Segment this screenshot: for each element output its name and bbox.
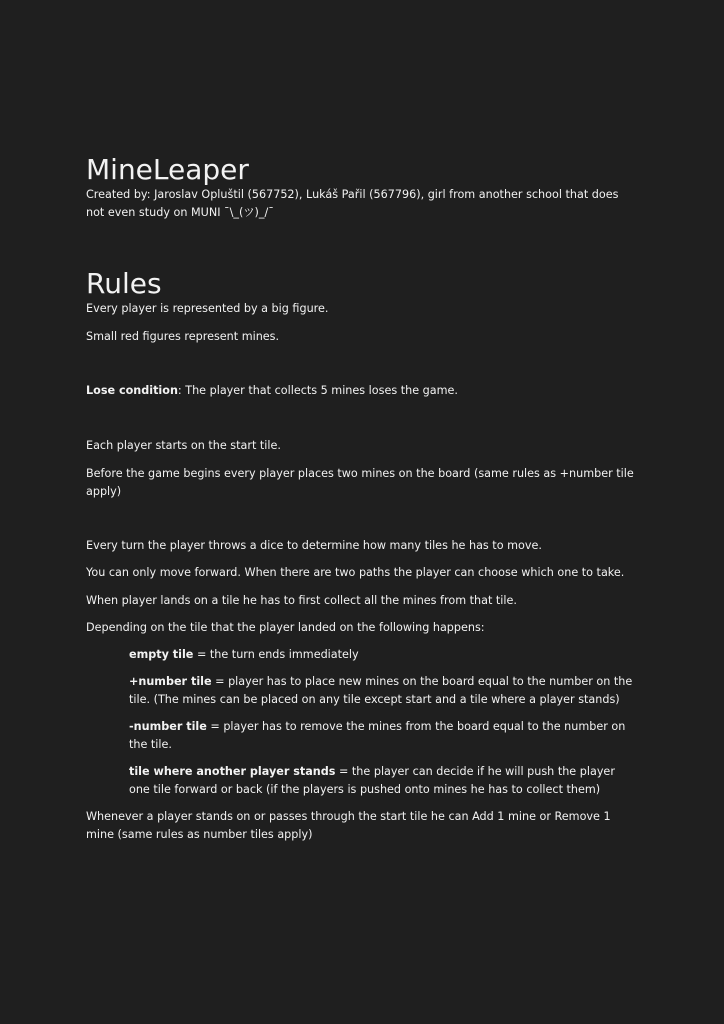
rule-minus-number-tile [129,718,637,754]
other-player-tile-text: = the player can decide if he will push the player one tile forward or back (if the players is pushed onto mines he has to collect them) [129,765,615,796]
lose-condition-label: Lose condition [86,384,178,397]
minus-number-tile-text: = player has to remove the mines from the board equal to the number on the tile. [129,720,626,751]
lose-condition-text: : The player that collects 5 mines loses the game. [177,384,458,397]
rule-empty-tile [129,646,637,664]
empty-tile-text: = the turn ends immediately [193,648,359,661]
plus-number-tile-text: = player has to place new mines on the board equal to the number on the tile. (The mines can be placed on any tile except start and a tile where a player stands) [129,675,633,706]
rule-start: Each player starts on the start tile. [86,439,281,452]
minus-number-tile-label: -number tile [129,720,207,733]
plus-number-tile-label: +number tile [129,675,212,688]
empty-tile-label: empty tile [129,648,194,661]
rule-plus-number-tile [129,673,637,709]
rule-figure: Every player is represented by a big figure. [86,302,329,315]
page-title: MineLeaper [86,153,249,186]
rule-forward: You can only move forward. When there are two paths the player can choose which one to take. [86,566,625,579]
rule-lose-condition [86,382,634,400]
rule-before-game: Before the game begins every player places two mines on the board (same rules as +number tile apply) [86,467,634,498]
rule-collect: When player lands on a tile he has to first collect all the mines from that tile. [86,594,517,607]
rule-depending: Depending on the tile that the player landed on the following happens: [86,621,485,634]
rule-other-player-tile [129,763,637,799]
credits-text: Created by: Jaroslav Opluštil (567752), Lukáš Pařil (567796), girl from another school that does not even study on MUNI ¯\_(ツ)_/¯ [86,188,619,219]
other-player-tile-label: tile where another player stands [129,765,336,778]
rule-dice: Every turn the player throws a dice to determine how many tiles he has to move. [86,539,542,552]
rules-heading: Rules [86,267,162,300]
rule-start-pass: Whenever a player stands on or passes through the start tile he can Add 1 mine or Remove 1 mine (same rules as number tiles apply) [86,810,611,841]
rule-mines: Small red figures represent mines. [86,330,280,343]
